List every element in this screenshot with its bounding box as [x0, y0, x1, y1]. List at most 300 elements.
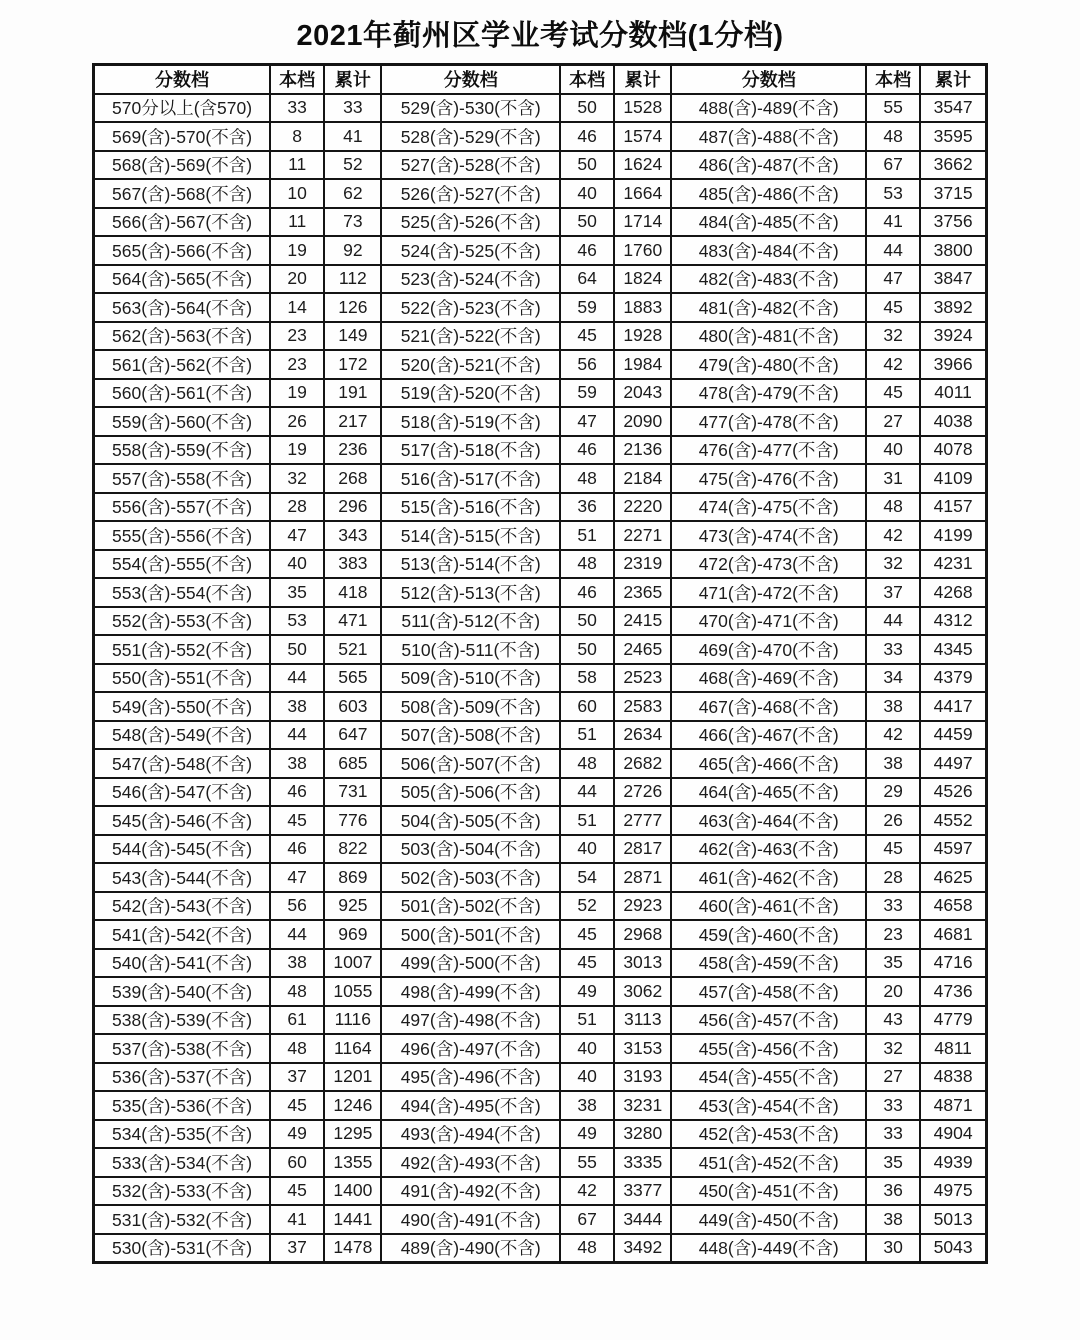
cumulative-cell: 4975 [920, 1177, 986, 1206]
cumulative-cell: 2271 [614, 521, 671, 550]
tier-count-cell: 30 [866, 1234, 920, 1263]
cumulative-cell: 471 [324, 607, 381, 636]
cumulative-cell: 565 [324, 664, 381, 693]
cumulative-cell: 1055 [324, 977, 381, 1006]
score-range-cell: 462(含)-463(不含) [671, 835, 866, 864]
tier-count-cell: 53 [270, 607, 324, 636]
table-row [94, 94, 987, 123]
cumulative-cell: 925 [324, 892, 381, 921]
tier-count-cell: 48 [560, 1234, 614, 1263]
cumulative-cell: 236 [324, 436, 381, 465]
tier-count-cell: 67 [866, 151, 920, 180]
score-range-cell: 522(含)-523(不含) [381, 293, 560, 322]
cumulative-cell: 191 [324, 379, 381, 408]
cumulative-cell: 1664 [614, 179, 671, 208]
score-range-cell: 484(含)-485(不含) [671, 208, 866, 237]
score-range-cell: 533(含)-534(不含) [94, 1148, 271, 1177]
tier-count-cell: 44 [866, 607, 920, 636]
tier-count-cell: 50 [560, 151, 614, 180]
cumulative-cell: 4345 [920, 635, 986, 664]
score-range-cell: 471(含)-472(不含) [671, 578, 866, 607]
tier-count-cell: 45 [270, 806, 324, 835]
score-range-cell: 535(含)-536(不含) [94, 1091, 271, 1120]
score-range-cell: 493(含)-494(不含) [381, 1120, 560, 1149]
tier-count-cell: 23 [270, 350, 324, 379]
tier-count-cell: 42 [866, 721, 920, 750]
tier-count-cell: 44 [270, 664, 324, 693]
table-row [94, 1034, 987, 1063]
cumulative-cell: 2043 [614, 379, 671, 408]
tier-count-cell: 50 [270, 635, 324, 664]
cumulative-cell: 3924 [920, 322, 986, 351]
tier-count-cell: 38 [866, 692, 920, 721]
tier-count-cell: 52 [560, 892, 614, 921]
score-range-cell: 510(含)-511(不含) [381, 635, 560, 664]
score-range-cell: 542(含)-543(不含) [94, 892, 271, 921]
score-range-cell: 537(含)-538(不含) [94, 1034, 271, 1063]
cumulative-cell: 296 [324, 493, 381, 522]
cumulative-cell: 1984 [614, 350, 671, 379]
cumulative-cell: 92 [324, 236, 381, 265]
score-range-cell: 513(含)-514(不含) [381, 550, 560, 579]
score-range-cell: 531(含)-532(不含) [94, 1205, 271, 1234]
table-row [94, 1120, 987, 1149]
tier-count-cell: 33 [866, 1120, 920, 1149]
header-tier-count: 本档 [866, 65, 920, 94]
table-row [94, 208, 987, 237]
tier-count-cell: 46 [270, 835, 324, 864]
cumulative-cell: 4939 [920, 1148, 986, 1177]
table-row [94, 322, 987, 351]
table-row [94, 350, 987, 379]
tier-count-cell: 38 [866, 1205, 920, 1234]
header-score-range: 分数档 [94, 65, 271, 94]
cumulative-cell: 343 [324, 521, 381, 550]
cumulative-cell: 1928 [614, 322, 671, 351]
tier-count-cell: 45 [560, 920, 614, 949]
table-row [94, 977, 987, 1006]
tier-count-cell: 11 [270, 208, 324, 237]
tier-count-cell: 64 [560, 265, 614, 294]
tier-count-cell: 50 [560, 607, 614, 636]
score-range-cell: 475(含)-476(不含) [671, 464, 866, 493]
score-range-cell: 536(含)-537(不含) [94, 1063, 271, 1092]
score-range-cell: 529(含)-530(不含) [381, 94, 560, 123]
tier-count-cell: 54 [560, 863, 614, 892]
cumulative-cell: 52 [324, 151, 381, 180]
tier-count-cell: 20 [866, 977, 920, 1006]
score-range-cell: 449(含)-450(不含) [671, 1205, 866, 1234]
score-range-cell: 453(含)-454(不含) [671, 1091, 866, 1120]
cumulative-cell: 4871 [920, 1091, 986, 1120]
tier-count-cell: 48 [270, 1034, 324, 1063]
score-range-cell: 539(含)-540(不含) [94, 977, 271, 1006]
tier-count-cell: 47 [560, 407, 614, 436]
cumulative-cell: 268 [324, 464, 381, 493]
cumulative-cell: 2090 [614, 407, 671, 436]
tier-count-cell: 23 [270, 322, 324, 351]
tier-count-cell: 51 [560, 806, 614, 835]
table-row [94, 578, 987, 607]
score-range-cell: 532(含)-533(不含) [94, 1177, 271, 1206]
table-row [94, 1205, 987, 1234]
score-range-cell: 459(含)-460(不含) [671, 920, 866, 949]
cumulative-cell: 1883 [614, 293, 671, 322]
score-range-cell: 460(含)-461(不含) [671, 892, 866, 921]
tier-count-cell: 41 [866, 208, 920, 237]
cumulative-cell: 4011 [920, 379, 986, 408]
tier-count-cell: 29 [866, 778, 920, 807]
score-range-cell: 548(含)-549(不含) [94, 721, 271, 750]
score-range-cell: 467(含)-468(不含) [671, 692, 866, 721]
tier-count-cell: 48 [560, 749, 614, 778]
cumulative-cell: 3662 [920, 151, 986, 180]
cumulative-cell: 2777 [614, 806, 671, 835]
score-range-cell: 474(含)-475(不含) [671, 493, 866, 522]
tier-count-cell: 46 [560, 436, 614, 465]
cumulative-cell: 2523 [614, 664, 671, 693]
score-range-cell: 480(含)-481(不含) [671, 322, 866, 351]
score-range-cell: 505(含)-506(不含) [381, 778, 560, 807]
table-row [94, 863, 987, 892]
score-range-cell: 461(含)-462(不含) [671, 863, 866, 892]
tier-count-cell: 48 [560, 464, 614, 493]
score-range-cell: 550(含)-551(不含) [94, 664, 271, 693]
cumulative-cell: 2817 [614, 835, 671, 864]
tier-count-cell: 26 [866, 806, 920, 835]
cumulative-cell: 4779 [920, 1006, 986, 1035]
cumulative-cell: 603 [324, 692, 381, 721]
cumulative-cell: 3892 [920, 293, 986, 322]
table-row [94, 550, 987, 579]
cumulative-cell: 4038 [920, 407, 986, 436]
score-range-cell: 451(含)-452(不含) [671, 1148, 866, 1177]
tier-count-cell: 27 [866, 1063, 920, 1092]
tier-count-cell: 36 [866, 1177, 920, 1206]
score-range-cell: 487(含)-488(不含) [671, 122, 866, 151]
score-range-cell: 498(含)-499(不含) [381, 977, 560, 1006]
tier-count-cell: 40 [560, 1034, 614, 1063]
score-range-cell: 534(含)-535(不含) [94, 1120, 271, 1149]
score-range-cell: 564(含)-565(不含) [94, 265, 271, 294]
tier-count-cell: 47 [866, 265, 920, 294]
tier-count-cell: 59 [560, 293, 614, 322]
score-range-cell: 566(含)-567(不含) [94, 208, 271, 237]
table-row [94, 835, 987, 864]
table-row [94, 521, 987, 550]
cumulative-cell: 3444 [614, 1205, 671, 1234]
score-range-cell: 506(含)-507(不含) [381, 749, 560, 778]
cumulative-cell: 3547 [920, 94, 986, 123]
cumulative-cell: 2968 [614, 920, 671, 949]
tier-count-cell: 40 [560, 1063, 614, 1092]
cumulative-cell: 1246 [324, 1091, 381, 1120]
table-row [94, 635, 987, 664]
score-range-cell: 556(含)-557(不含) [94, 493, 271, 522]
tier-count-cell: 42 [560, 1177, 614, 1206]
tier-count-cell: 42 [866, 350, 920, 379]
tier-count-cell: 45 [866, 379, 920, 408]
score-range-cell: 516(含)-517(不含) [381, 464, 560, 493]
cumulative-cell: 1164 [324, 1034, 381, 1063]
tier-count-cell: 45 [866, 835, 920, 864]
tier-count-cell: 38 [270, 749, 324, 778]
score-range-cell: 452(含)-453(不含) [671, 1120, 866, 1149]
tier-count-cell: 35 [866, 1148, 920, 1177]
cumulative-cell: 1824 [614, 265, 671, 294]
score-range-cell: 497(含)-498(不含) [381, 1006, 560, 1035]
score-range-cell: 567(含)-568(不含) [94, 179, 271, 208]
cumulative-cell: 4552 [920, 806, 986, 835]
score-range-cell: 482(含)-483(不含) [671, 265, 866, 294]
tier-count-cell: 20 [270, 265, 324, 294]
score-range-cell: 490(含)-491(不含) [381, 1205, 560, 1234]
tier-count-cell: 32 [866, 550, 920, 579]
cumulative-cell: 3492 [614, 1234, 671, 1263]
cumulative-cell: 1714 [614, 208, 671, 237]
table-row [94, 464, 987, 493]
score-range-cell: 528(含)-529(不含) [381, 122, 560, 151]
score-range-cell: 478(含)-479(不含) [671, 379, 866, 408]
table-row [94, 265, 987, 294]
tier-count-cell: 38 [270, 949, 324, 978]
tier-count-cell: 27 [866, 407, 920, 436]
tier-count-cell: 46 [560, 122, 614, 151]
score-range-cell: 568(含)-569(不含) [94, 151, 271, 180]
cumulative-cell: 1624 [614, 151, 671, 180]
score-distribution-table [92, 63, 988, 1264]
score-range-cell: 494(含)-495(不含) [381, 1091, 560, 1120]
tier-count-cell: 48 [270, 977, 324, 1006]
score-range-cell: 455(含)-456(不含) [671, 1034, 866, 1063]
tier-count-cell: 33 [866, 635, 920, 664]
cumulative-cell: 1400 [324, 1177, 381, 1206]
cumulative-cell: 869 [324, 863, 381, 892]
tier-count-cell: 40 [560, 835, 614, 864]
score-range-cell: 515(含)-516(不含) [381, 493, 560, 522]
tier-count-cell: 28 [866, 863, 920, 892]
table-row [94, 493, 987, 522]
score-range-cell: 454(含)-455(不含) [671, 1063, 866, 1092]
cumulative-cell: 4811 [920, 1034, 986, 1063]
table-row [94, 179, 987, 208]
score-range-cell: 544(含)-545(不含) [94, 835, 271, 864]
score-range-cell: 525(含)-526(不含) [381, 208, 560, 237]
cumulative-cell: 2682 [614, 749, 671, 778]
tier-count-cell: 19 [270, 236, 324, 265]
cumulative-cell: 822 [324, 835, 381, 864]
table-row [94, 436, 987, 465]
score-range-cell: 450(含)-451(不含) [671, 1177, 866, 1206]
cumulative-cell: 383 [324, 550, 381, 579]
score-range-cell: 466(含)-467(不含) [671, 721, 866, 750]
tier-count-cell: 46 [560, 236, 614, 265]
tier-count-cell: 46 [560, 578, 614, 607]
tier-count-cell: 37 [866, 578, 920, 607]
cumulative-cell: 647 [324, 721, 381, 750]
cumulative-cell: 2583 [614, 692, 671, 721]
cumulative-cell: 3756 [920, 208, 986, 237]
table-row [94, 1006, 987, 1035]
cumulative-cell: 3335 [614, 1148, 671, 1177]
cumulative-cell: 2871 [614, 863, 671, 892]
cumulative-cell: 4078 [920, 436, 986, 465]
table-row [94, 664, 987, 693]
score-range-cell: 499(含)-500(不含) [381, 949, 560, 978]
score-range-cell: 551(含)-552(不含) [94, 635, 271, 664]
table-row [94, 293, 987, 322]
table-row [94, 920, 987, 949]
score-range-cell: 538(含)-539(不含) [94, 1006, 271, 1035]
table-row [94, 407, 987, 436]
tier-count-cell: 37 [270, 1234, 324, 1263]
score-range-cell: 549(含)-550(不含) [94, 692, 271, 721]
cumulative-cell: 4109 [920, 464, 986, 493]
cumulative-cell: 4312 [920, 607, 986, 636]
score-range-cell: 524(含)-525(不含) [381, 236, 560, 265]
cumulative-cell: 3715 [920, 179, 986, 208]
cumulative-cell: 4625 [920, 863, 986, 892]
score-range-cell: 511(含)-512(不含) [381, 607, 560, 636]
score-range-cell: 526(含)-527(不含) [381, 179, 560, 208]
cumulative-cell: 2136 [614, 436, 671, 465]
cumulative-cell: 2415 [614, 607, 671, 636]
tier-count-cell: 40 [866, 436, 920, 465]
tier-count-cell: 60 [560, 692, 614, 721]
cumulative-cell: 4838 [920, 1063, 986, 1092]
tier-count-cell: 50 [560, 94, 614, 123]
cumulative-cell: 4597 [920, 835, 986, 864]
tier-count-cell: 45 [560, 949, 614, 978]
cumulative-cell: 217 [324, 407, 381, 436]
cumulative-cell: 4199 [920, 521, 986, 550]
score-range-cell: 486(含)-487(不含) [671, 151, 866, 180]
cumulative-cell: 4681 [920, 920, 986, 949]
table-row [94, 806, 987, 835]
tier-count-cell: 51 [560, 721, 614, 750]
cumulative-cell: 4157 [920, 493, 986, 522]
cumulative-cell: 3280 [614, 1120, 671, 1149]
table-header-row-inner [94, 65, 987, 94]
tier-count-cell: 42 [866, 521, 920, 550]
tier-count-cell: 38 [270, 692, 324, 721]
score-range-cell: 523(含)-524(不含) [381, 265, 560, 294]
cumulative-cell: 4417 [920, 692, 986, 721]
cumulative-cell: 4526 [920, 778, 986, 807]
cumulative-cell: 521 [324, 635, 381, 664]
score-range-cell: 469(含)-470(不含) [671, 635, 866, 664]
cumulative-cell: 1478 [324, 1234, 381, 1263]
table-header-row [94, 65, 987, 94]
cumulative-cell: 3013 [614, 949, 671, 978]
header-score-range: 分数档 [381, 65, 560, 94]
cumulative-cell: 3193 [614, 1063, 671, 1092]
score-range-cell: 464(含)-465(不含) [671, 778, 866, 807]
tier-count-cell: 19 [270, 379, 324, 408]
tier-count-cell: 33 [270, 94, 324, 123]
score-range-cell: 448(含)-449(不含) [671, 1234, 866, 1263]
tier-count-cell: 56 [270, 892, 324, 921]
score-range-cell: 476(含)-477(不含) [671, 436, 866, 465]
cumulative-cell: 2923 [614, 892, 671, 921]
table-row [94, 1177, 987, 1206]
score-range-cell: 512(含)-513(不含) [381, 578, 560, 607]
cumulative-cell: 4379 [920, 664, 986, 693]
score-range-cell: 554(含)-555(不含) [94, 550, 271, 579]
score-range-cell: 500(含)-501(不含) [381, 920, 560, 949]
tier-count-cell: 43 [866, 1006, 920, 1035]
cumulative-cell: 33 [324, 94, 381, 123]
table-row [94, 949, 987, 978]
score-range-cell: 472(含)-473(不含) [671, 550, 866, 579]
score-range-cell: 468(含)-469(不含) [671, 664, 866, 693]
score-range-cell: 477(含)-478(不含) [671, 407, 866, 436]
tier-count-cell: 38 [866, 749, 920, 778]
cumulative-cell: 172 [324, 350, 381, 379]
score-range-cell: 485(含)-486(不含) [671, 179, 866, 208]
cumulative-cell: 4231 [920, 550, 986, 579]
tier-count-cell: 45 [560, 322, 614, 351]
score-range-cell: 520(含)-521(不含) [381, 350, 560, 379]
score-range-cell: 509(含)-510(不含) [381, 664, 560, 693]
tier-count-cell: 44 [270, 721, 324, 750]
tier-count-cell: 33 [866, 1091, 920, 1120]
tier-count-cell: 61 [270, 1006, 324, 1035]
tier-count-cell: 50 [560, 208, 614, 237]
tier-count-cell: 59 [560, 379, 614, 408]
tier-count-cell: 45 [270, 1177, 324, 1206]
cumulative-cell: 4904 [920, 1120, 986, 1149]
tier-count-cell: 36 [560, 493, 614, 522]
cumulative-cell: 62 [324, 179, 381, 208]
score-range-cell: 563(含)-564(不含) [94, 293, 271, 322]
cumulative-cell: 1201 [324, 1063, 381, 1092]
score-range-cell: 488(含)-489(不含) [671, 94, 866, 123]
tier-count-cell: 35 [270, 578, 324, 607]
score-range-cell: 470(含)-471(不含) [671, 607, 866, 636]
score-range-cell: 521(含)-522(不含) [381, 322, 560, 351]
table-row [94, 607, 987, 636]
tier-count-cell: 58 [560, 664, 614, 693]
tier-count-cell: 45 [270, 1091, 324, 1120]
tier-count-cell: 8 [270, 122, 324, 151]
tier-count-cell: 40 [560, 179, 614, 208]
cumulative-cell: 112 [324, 265, 381, 294]
cumulative-cell: 1007 [324, 949, 381, 978]
cumulative-cell: 685 [324, 749, 381, 778]
tier-count-cell: 44 [270, 920, 324, 949]
tier-count-cell: 56 [560, 350, 614, 379]
cumulative-cell: 1441 [324, 1205, 381, 1234]
score-range-cell: 457(含)-458(不含) [671, 977, 866, 1006]
cumulative-cell: 2319 [614, 550, 671, 579]
cumulative-cell: 4716 [920, 949, 986, 978]
score-range-cell: 473(含)-474(不含) [671, 521, 866, 550]
tier-count-cell: 47 [270, 521, 324, 550]
tier-count-cell: 44 [866, 236, 920, 265]
score-range-cell: 458(含)-459(不含) [671, 949, 866, 978]
tier-count-cell: 10 [270, 179, 324, 208]
table-row [94, 721, 987, 750]
score-range-cell: 514(含)-515(不含) [381, 521, 560, 550]
tier-count-cell: 35 [866, 949, 920, 978]
score-range-cell: 527(含)-528(不含) [381, 151, 560, 180]
tier-count-cell: 44 [560, 778, 614, 807]
table-row [94, 692, 987, 721]
tier-count-cell: 26 [270, 407, 324, 436]
score-range-cell: 481(含)-482(不含) [671, 293, 866, 322]
cumulative-cell: 3595 [920, 122, 986, 151]
